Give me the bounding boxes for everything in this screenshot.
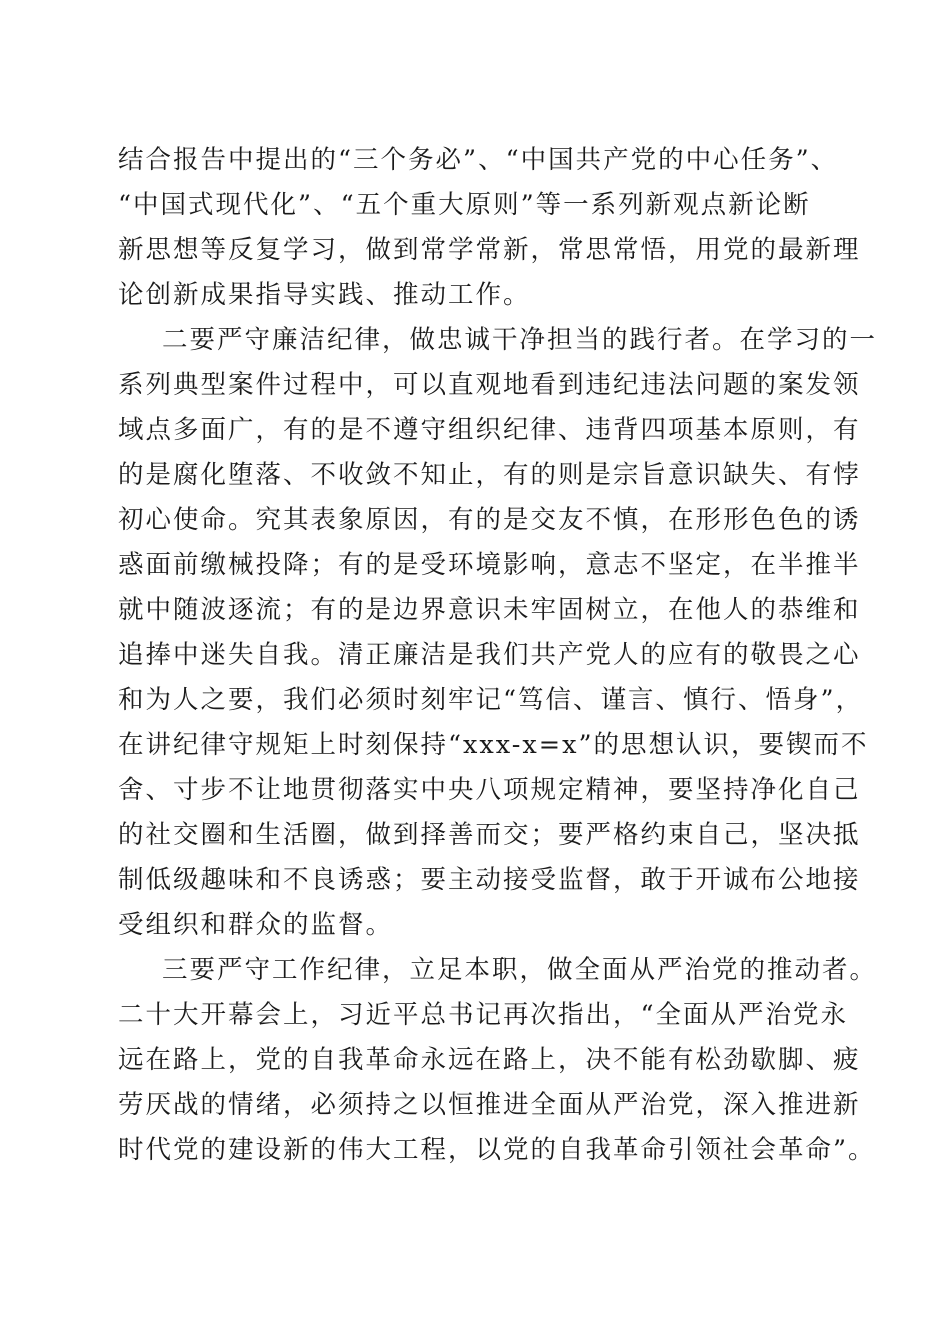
document-body (118, 138, 878, 1173)
text-line: 新思想等反复学习，做到常学常新，常思常悟，用党的最新理 (118, 235, 861, 265)
text-line: 在讲纪律守规矩上时刻保持“xxx-x=x”的思想认识，要锲而不 (118, 730, 869, 760)
text-line: 舍、寸步不让地贯彻落实中央八项规定精神，要坚持净化自己 (118, 775, 861, 805)
text-line: 的是腐化堕落、不收敛不知止，有的则是宗旨意识缺失、有悖 (118, 460, 861, 490)
paragraph-start-line: 二要严守廉洁纪律，做忠诚干净担当的践行者。在学习的一 (162, 325, 878, 355)
text-line: 初心使命。究其表象原因，有的是交友不慎，在形形色色的诱 (118, 505, 861, 535)
text-line: 追捧中迷失自我。清正廉洁是我们共产党人的应有的敬畏之心 (118, 640, 861, 670)
text-line: 远在路上，党的自我革命永远在路上，决不能有松劲歇脚、疲 (118, 1045, 861, 1075)
text-line: 受组织和群众的监督。 (118, 910, 394, 940)
text-line: “中国式现代化”、“五个重大原则”等一系列新观点新论断 (118, 190, 811, 220)
paragraph-start-line: 三要严守工作纪律，立足本职，做全面从严治党的推动者。 (162, 955, 878, 985)
text-line: 就中随波逐流；有的是边界意识未牢固树立，在他人的恭维和 (118, 595, 861, 625)
text-line: 二十大开幕会上，习近平总书记再次指出，“全面从严治党永 (118, 1000, 849, 1030)
text-line: 域点多面广，有的是不遵守组织纪律、违背四项基本原则，有 (118, 415, 861, 445)
text-line: 结合报告中提出的“三个务必”、“中国共产党的中心任务”、 (118, 145, 839, 175)
text-line: 时代党的建设新的伟大工程，以党的自我革命引领社会革命”。 (118, 1135, 876, 1165)
text-line: 惑面前缴械投降；有的是受环境影响，意志不坚定，在半推半 (118, 550, 861, 580)
text-line: 论创新成果指导实践、推动工作。 (118, 280, 531, 310)
text-line: 的社交圈和生活圈，做到择善而交；要严格约束自己，坚决抵 (118, 820, 861, 850)
text-line: 劳厌战的情绪，必须持之以恒推进全面从严治党，深入推进新 (118, 1090, 861, 1120)
text-line: 制低级趣味和不良诱惑；要主动接受监督，敢于开诚布公地接 (118, 865, 861, 895)
text-line: 系列典型案件过程中，可以直观地看到违纪违法问题的案发领 (118, 370, 861, 400)
text-line: 和为人之要，我们必须时刻牢记“笃信、谨言、慎行、悟身”， (118, 685, 864, 715)
